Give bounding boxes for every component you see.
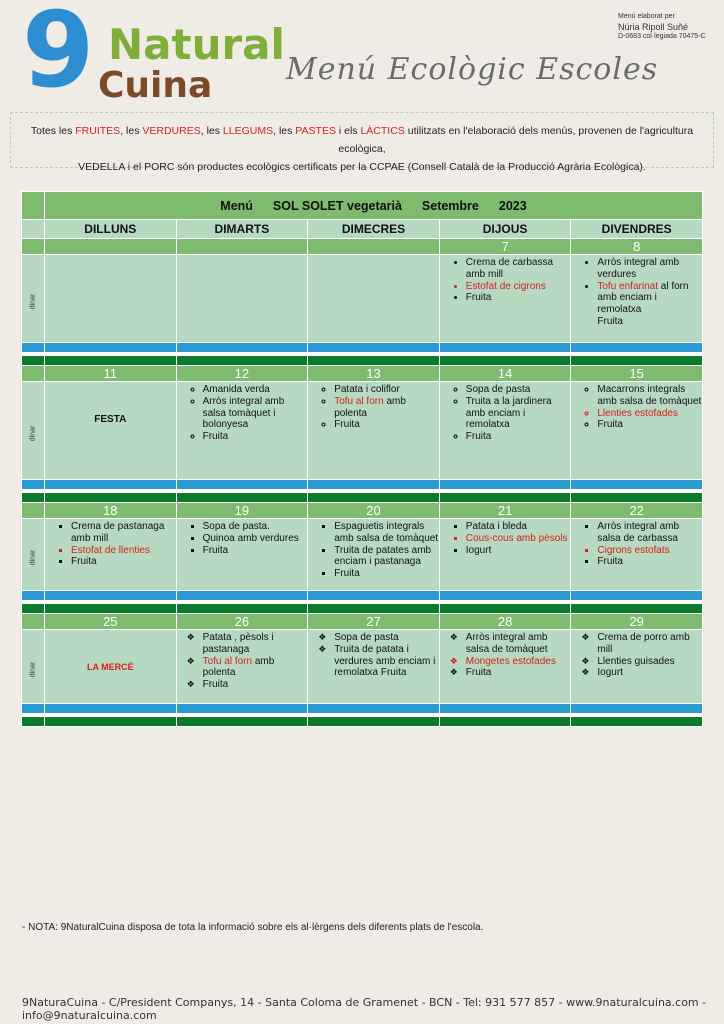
- date: 29: [571, 614, 703, 630]
- signature: [618, 12, 706, 42]
- menu-cell: ◦ Patata i coliflor ◦ Tofu al forn amb polenta ◦ Fruita: [308, 382, 440, 480]
- menu-cell: ◦ Sopa de pasta ◦ Truita a la jardinera amb enciam i remolatxa ◦ Fruita: [439, 382, 571, 480]
- page-title: Menú Ecològic Escoles: [286, 52, 659, 87]
- day-friday: DIVENDRES: [571, 220, 703, 239]
- date: 26: [176, 614, 308, 630]
- menu-cell: ◦ Macarrons integrals amb salsa de tomàquet ◦ Llenties estofades ◦ Fruita: [571, 382, 703, 480]
- date: 27: [308, 614, 440, 630]
- row-label: dinar: [29, 293, 37, 309]
- intro-text: Totes les FRUITES, les VERDURES, les LLEGUMS, les PASTES i els LÀCTICS utilitzats en l'elaboració dels menús, provenen de l'agricultura ecològica, VEDELLA i el PORC són productes ecològics certificats per la CCPAE (Consell Català de la Producció Agrària Ecològica).: [10, 112, 714, 168]
- menu-cell: ▪ Arròs integral amb salsa de carbassa ▪ Cigrons estofats ▪ Fruita: [571, 519, 703, 591]
- date: 28: [439, 614, 571, 630]
- row-label: dinar: [29, 661, 37, 677]
- date: 8: [571, 239, 703, 255]
- date: 22: [571, 503, 703, 519]
- signature-line1: Menú elaborat per: [618, 13, 675, 20]
- date: 20: [308, 503, 440, 519]
- holiday: LA MERCÈ: [45, 630, 177, 704]
- date: [45, 239, 177, 255]
- allergen-note: - NOTA: 9NaturalCuina disposa de tota la informació sobre els al·lèrgens dels diferents plats de l'escola.: [22, 922, 484, 933]
- logo-natural: Natural: [108, 20, 285, 69]
- menu-cell: ❖ Arròs integral amb salsa de tomàquet ❖ Mongetes estofades ❖ Fruita: [439, 630, 571, 704]
- date: 15: [571, 366, 703, 382]
- date: 18: [45, 503, 177, 519]
- date: [176, 239, 308, 255]
- menu-header: Menú SOL SOLET vegetarià Setembre 2023: [45, 192, 703, 220]
- date: [308, 239, 440, 255]
- day-monday: DILLUNS: [45, 220, 177, 239]
- footer: 9NaturaCuina - C/President Companys, 14 - Santa Coloma de Gramenet - BCN - Tel: 931 577 857 - www.9naturalcuina.com - info@9naturalcuina.com: [22, 996, 707, 1022]
- menu-cell: ▪ Patata i bleda ▪ Cous-cous amb pèsols ▪ Iogurt: [439, 519, 571, 591]
- menu-cell: ▪ Sopa de pasta. ▪ Quinoa amb verdures ▪ Fruita: [176, 519, 308, 591]
- row-label: dinar: [29, 549, 37, 565]
- day-thursday: DIJOUS: [439, 220, 571, 239]
- date: 13: [308, 366, 440, 382]
- menu-cell: ◦ Amanida verda ◦ Arròs integral amb salsa tomàquet i bolonyesa ◦ Fruita: [176, 382, 308, 480]
- logo: [22, 0, 285, 112]
- date: 14: [439, 366, 571, 382]
- menu-cell: ▪ Crema de pastanaga amb mill ▪ Estofat de llenties ▪ Fruita: [45, 519, 177, 591]
- holiday: FESTA: [45, 382, 177, 480]
- menu-cell: ❖ Crema de porro amb mill ❖ Llenties guisades ❖ Iogurt: [571, 630, 703, 704]
- menu-table: [21, 191, 703, 727]
- date: 25: [45, 614, 177, 630]
- date: 19: [176, 503, 308, 519]
- date: 21: [439, 503, 571, 519]
- logo-nine: 9: [22, 0, 95, 111]
- menu-cell: ▪ Espaguetis integrals amb salsa de tomàquet ▪ Truita de patates amb enciam i pastanaga ▪ Fruita: [308, 519, 440, 591]
- date: 12: [176, 366, 308, 382]
- date: 7: [439, 239, 571, 255]
- menu-cell: ❖ Patata , pèsols i pastanaga ❖ Tofu al forn amb polenta ❖ Fruita: [176, 630, 308, 704]
- menu-cell: ❖ Sopa de pasta ❖ Truita de patata i verdures amb enciam i remolatxa Fruita: [308, 630, 440, 704]
- signature-name: Núria Ripoll Suñé: [618, 22, 689, 32]
- date: 11: [45, 366, 177, 382]
- day-wednesday: DIMECRES: [308, 220, 440, 239]
- signature-line3: D-0683 col·legiada 70475-C: [618, 33, 706, 40]
- logo-cuina: Cuina: [98, 65, 213, 106]
- day-tuesday: DIMARTS: [176, 220, 308, 239]
- menu-cell: • Crema de carbassa amb mill • Estofat de cigrons • Fruita: [439, 255, 571, 343]
- menu-cell: • Arròs integral amb verdures • Tofu enfarinat al forn amb enciam i remolatxa Fruita: [571, 255, 703, 343]
- row-label: dinar: [29, 425, 37, 441]
